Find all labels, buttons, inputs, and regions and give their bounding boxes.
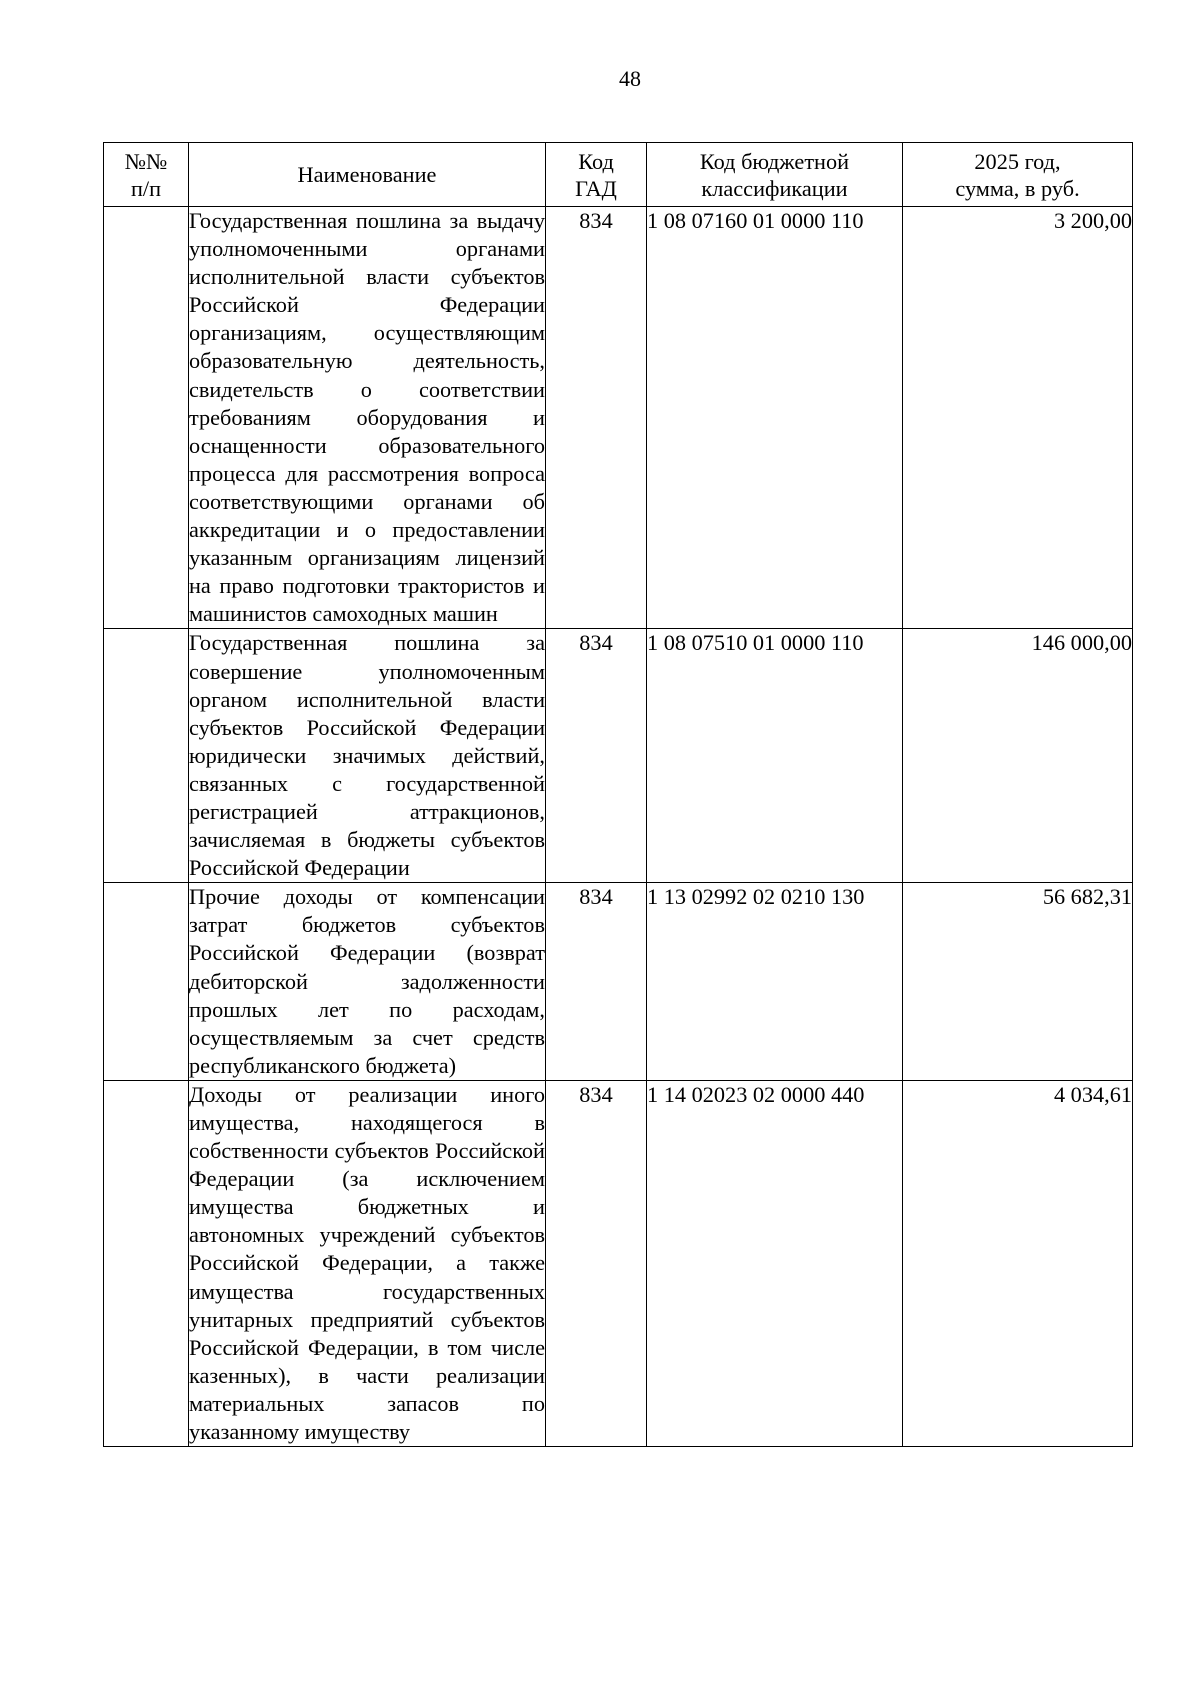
header-number-line2: п/п [130,175,162,201]
row-number-cell [104,883,189,1081]
row-name-cell: Государственная пошлина за выдачу уполномоченными органами исполнительной власти субъектов Российской Федерации организациям, осуществляющим образовательную деятельность, свидетельств о соответствии требованиям оборудования и оснащенности образовательного процесса для рассмотрения вопроса соответствующими органами об аккредитации и о предоставлении указанным организациям лицензий на право подготовки трактористов и машинистов самоходных машин [189,207,546,629]
header-budget-classification-code [647,143,903,207]
table-row [104,1080,1133,1446]
row-gad-cell: 834 [546,207,647,629]
row-kbk-cell: 1 13 02992 02 0210 130 [647,883,903,1081]
table-body [104,207,1133,1447]
table-row [104,207,1133,629]
row-gad-cell: 834 [546,1080,647,1446]
header-row [104,143,1133,207]
row-amount-cell: 146 000,00 [903,629,1133,883]
header-name: Наименование [189,143,546,207]
row-gad-cell: 834 [546,629,647,883]
header-gad-code [546,143,647,207]
row-name-cell: Прочие доходы от компенсации затрат бюджетов субъектов Российской Федерации (возврат дебиторской задолженности прошлых лет по расходам, осуществляемым за счет средств республиканского бюджета) [189,883,546,1081]
header-sum-line2: сумма, в руб. [955,175,1080,201]
row-amount-cell: 3 200,00 [903,207,1133,629]
row-kbk-cell: 1 08 07510 01 0000 110 [647,629,903,883]
header-kbk-line2: классификации [701,175,848,201]
table-row [104,883,1133,1081]
row-name-cell: Доходы от реализации иного имущества, находящегося в собственности субъектов Российской Федерации (за исключением имущества бюджетных и автономных учреждений субъектов Российской Федерации, а также имущества государственных унитарных предприятий субъектов Российской Федерации, в том числе казенных), в части реализации материальных запасов по указанному имуществу [189,1080,546,1446]
row-number-cell [104,1080,189,1446]
row-amount-cell: 56 682,31 [903,883,1133,1081]
header-gad-line1: Код [578,148,614,174]
row-number-cell [104,207,189,629]
header-amount-2025 [903,143,1133,207]
budget-revenue-table [103,142,1133,1447]
row-kbk-cell: 1 14 02023 02 0000 440 [647,1080,903,1446]
page-number: 48 [619,66,641,91]
header-number-line1: №№ [124,148,168,174]
header-kbk-line1: Код бюджетной [699,148,850,174]
row-kbk-cell: 1 08 07160 01 0000 110 [647,207,903,629]
header-sum-line1: 2025 год, [974,148,1061,174]
row-name-cell: Государственная пошлина за совершение уполномоченным органом исполнительной власти субъектов Российской Федерации юридически значимых действий, связанных с государственной регистрацией аттракционов, зачисляемая в бюджеты субъектов Российской Федерации [189,629,546,883]
row-gad-cell: 834 [546,883,647,1081]
header-gad-line2: ГАД [575,175,617,201]
table-header [104,143,1133,207]
row-number-cell [104,629,189,883]
table-row [104,629,1133,883]
header-number [104,143,189,207]
row-amount-cell: 4 034,61 [903,1080,1133,1446]
